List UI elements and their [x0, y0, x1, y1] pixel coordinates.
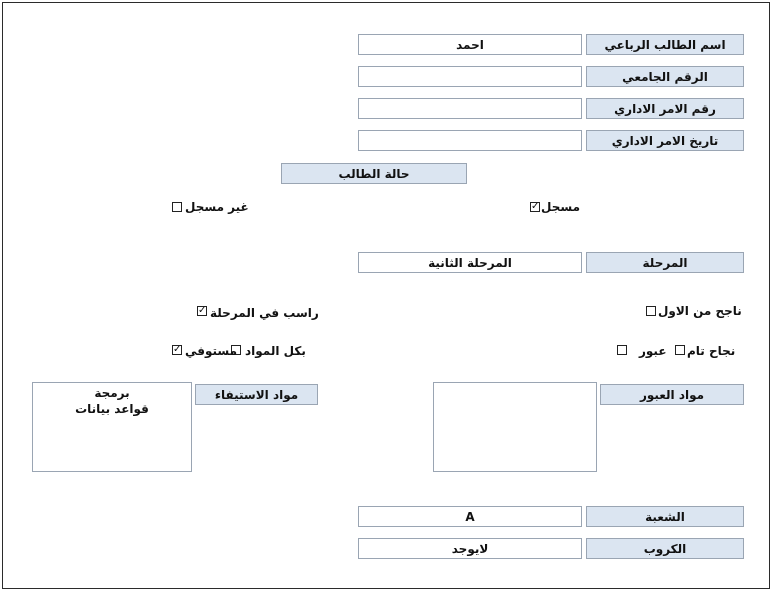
passed-first-checkbox[interactable]: [646, 306, 656, 316]
stage-field[interactable]: المرحلة الثانية: [358, 252, 582, 273]
list-item: قواعد بيانات: [75, 402, 149, 416]
fulfillment-subjects-list[interactable]: [32, 382, 192, 472]
admin-order-date-label: تاريخ الامر الاداري: [586, 130, 744, 151]
not-registered-checkbox[interactable]: [172, 202, 182, 212]
division-label: الشعبة: [586, 506, 744, 527]
passed-first-label: ناجح من الاول: [658, 304, 742, 318]
division-field[interactable]: A: [358, 506, 582, 527]
complete-checkbox[interactable]: [172, 345, 182, 355]
student-name-field[interactable]: احمد: [358, 34, 582, 55]
full-pass-checkbox[interactable]: [675, 345, 685, 355]
crossing-subjects-list[interactable]: [433, 382, 597, 472]
admin-order-number-field[interactable]: [358, 98, 582, 119]
form-frame: [2, 2, 770, 589]
group-field[interactable]: لايوجد: [358, 538, 582, 559]
not-registered-label: غير مسجل: [185, 200, 249, 214]
failed-stage-label: راسب في المرحلة: [210, 306, 319, 320]
university-number-label: الرقم الجامعي: [586, 66, 744, 87]
full-pass-label: نجاح تام: [687, 344, 736, 358]
complete-label: مستوفي: [185, 344, 238, 358]
crossing-subjects-label: مواد العبور: [600, 384, 744, 405]
checkmark-icon: ✓: [198, 305, 207, 316]
all-subjects-label: بكل المواد: [245, 344, 306, 358]
registered-label: مسجل: [541, 200, 580, 214]
checkmark-icon: ✓: [531, 201, 540, 212]
student-name-label: اسم الطالب الرباعي: [586, 34, 744, 55]
fulfillment-subjects-label: مواد الاستيفاء: [195, 384, 318, 405]
failed-stage-checkbox[interactable]: [197, 306, 207, 316]
admin-order-number-label: رقم الامر الاداري: [586, 98, 744, 119]
registered-checkbox[interactable]: [530, 202, 540, 212]
checkmark-icon: ✓: [173, 344, 182, 355]
student-status-header: حالة الطالب: [281, 163, 467, 184]
university-number-field[interactable]: [358, 66, 582, 87]
admin-order-date-field[interactable]: [358, 130, 582, 151]
stage-label: المرحلة: [586, 252, 744, 273]
list-item: برمجة: [94, 386, 130, 400]
group-label: الكروب: [586, 538, 744, 559]
crossing-checkbox[interactable]: [617, 345, 627, 355]
crossing-label: عبور: [639, 344, 667, 358]
